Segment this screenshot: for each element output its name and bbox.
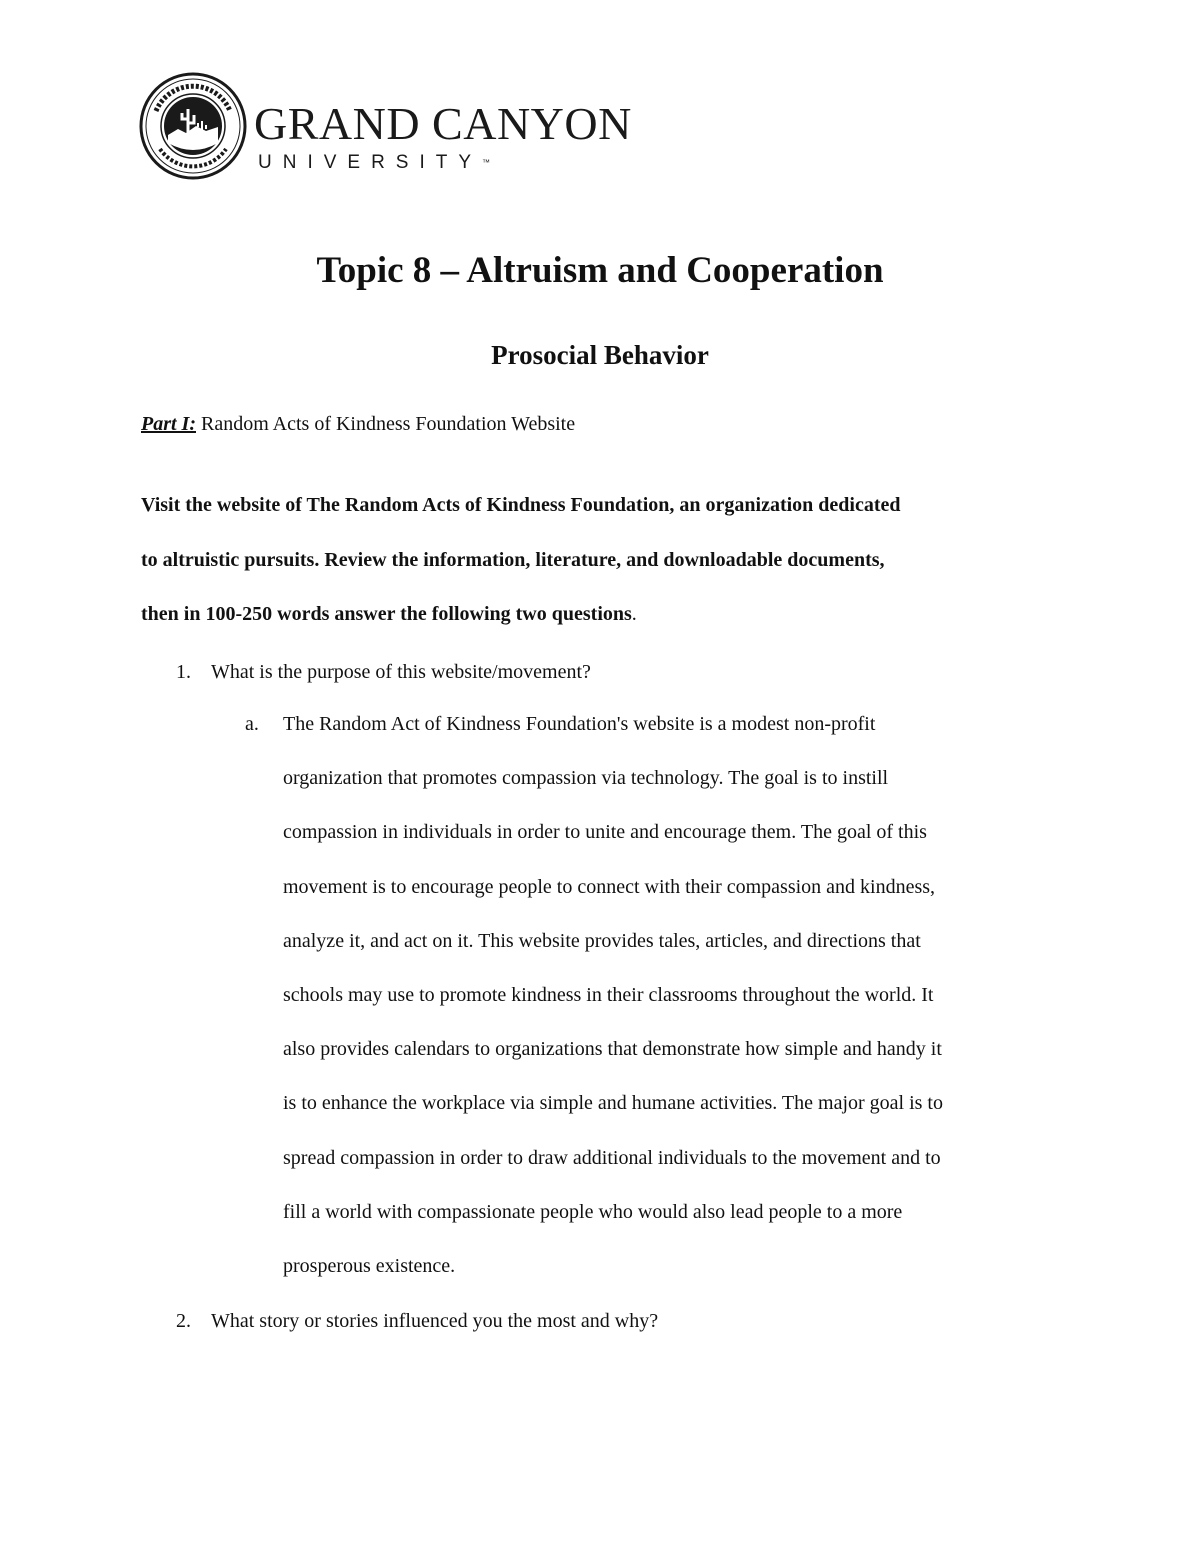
answer-line: prosperous existence. bbox=[283, 1255, 456, 1278]
question-number: 2. bbox=[176, 1310, 191, 1332]
wordmark-university: UNIVERSITY bbox=[258, 152, 483, 173]
instructions-line-text: then in 100-250 words answer the following two questions bbox=[141, 603, 632, 625]
instructions-paragraph bbox=[141, 478, 1081, 642]
answer-text bbox=[283, 697, 943, 1293]
instructions-line: to altruistic pursuits. Review the information, literature, and downloadable documents, bbox=[141, 548, 885, 571]
university-wordmark bbox=[254, 98, 632, 173]
question-text: What story or stories influenced you the most and why? bbox=[211, 1310, 659, 1332]
wordmark-line1: GRAND CANYON bbox=[254, 98, 632, 149]
part-text: Random Acts of Kindness Foundation Website bbox=[196, 413, 576, 435]
instructions-line bbox=[141, 587, 1081, 642]
wordmark-line2 bbox=[258, 153, 632, 173]
answer-line: movement is to encourage people to connect with their compassion and kindness, bbox=[283, 875, 936, 898]
document-title: Topic 8 – Altruism and Cooperation bbox=[316, 250, 884, 291]
answer-line: is to enhance the workplace via simple and humane activities. The major goal is to bbox=[283, 1092, 943, 1115]
answer-line: spread compassion in order to draw additional individuals to the movement and to bbox=[283, 1146, 941, 1169]
instructions-line: Visit the website of The Random Acts of Kindness Foundation, an organization dedicated bbox=[141, 494, 901, 516]
part-label: Part I: bbox=[141, 413, 196, 435]
answer-line: The Random Act of Kindness Foundation's website is a modest non-profit bbox=[283, 713, 876, 735]
answer-line: schools may use to promote kindness in their classrooms throughout the world. It bbox=[283, 984, 934, 1007]
question-number: 1. bbox=[176, 661, 191, 683]
answer-marker: a. bbox=[245, 713, 259, 735]
answer-line: fill a world with compassionate people who would also lead people to a more bbox=[283, 1200, 903, 1223]
answer-line: analyze it, and act on it. This website provides tales, articles, and directions that bbox=[283, 929, 921, 952]
university-seal-icon bbox=[138, 71, 248, 181]
university-logo bbox=[138, 71, 632, 183]
part-heading bbox=[141, 410, 575, 438]
trademark-symbol: ™ bbox=[482, 158, 491, 167]
answer-line: organization that promotes compassion via technology. The goal is to instill bbox=[283, 767, 889, 790]
instructions-period: . bbox=[631, 603, 637, 625]
answer-line: also provides calendars to organizations that demonstrate how simple and handy it bbox=[283, 1038, 942, 1061]
document-subtitle: Prosocial Behavior bbox=[491, 340, 709, 370]
question-text: What is the purpose of this website/movement? bbox=[211, 661, 591, 683]
answer-line: compassion in individuals in order to unite and encourage them. The goal of this bbox=[283, 821, 927, 844]
